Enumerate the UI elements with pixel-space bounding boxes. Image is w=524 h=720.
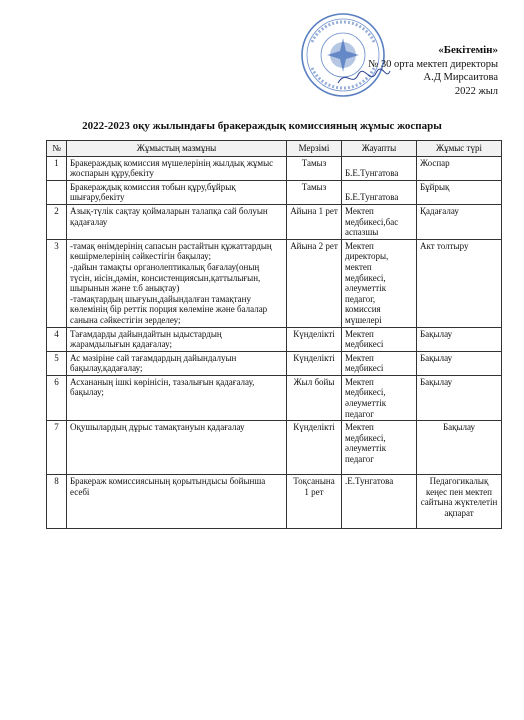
row-responsible: Мектеп медбикесі, әлеуметтік педагог (342, 375, 417, 420)
row-number (47, 180, 67, 204)
table-row (47, 180, 502, 204)
row-term: Күнделікті (287, 421, 342, 475)
approval-block (298, 44, 498, 98)
row-responsible: Мектеп директоры, мектеп медбикесі, әлеуметтік педагог, комиссия мүшелері (342, 239, 417, 327)
row-content: -тамақ өнімдерінің сапасын растайтын құжаттардың көшірмелерінің сәйкестігін бақылау; -дайын тамақты органолептикалық бағалау(оның түсін, иісін,дәмін, консистенциясын,қаттылығын, шырынын және т.б анықтау) -тамақтардың шығуын,дайындалған тамақтану көлемінің бір реттік порция көлеміне және балалар санына сәйкестігін зерделеу; (67, 239, 287, 327)
row-work-type: Бақылау (417, 421, 502, 475)
row-term: Айына 2 рет (287, 239, 342, 327)
table-row (47, 239, 502, 327)
row-work-type: Бақылау (417, 351, 502, 375)
row-term: Тамыз (287, 156, 342, 180)
table-row (47, 421, 502, 475)
table-row (47, 156, 502, 180)
row-content: Тағамдарды дайындайтын ыдыстардың жарамдылығын қадағалау; (67, 327, 287, 351)
row-term: Тоқсанына 1 рет (287, 475, 342, 529)
table-row (47, 351, 502, 375)
row-work-type: Бұйрық (417, 180, 502, 204)
row-number: 7 (47, 421, 67, 475)
row-work-type: Бақылау (417, 375, 502, 420)
row-term: Тамыз (287, 180, 342, 204)
row-term: Күнделікті (287, 327, 342, 351)
row-term: Жыл бойы (287, 375, 342, 420)
table-row (47, 375, 502, 420)
approval-director-name: А.Д Мирсаитова (423, 72, 498, 83)
row-responsible: .Е.Тунгатова (342, 475, 417, 529)
row-number: 5 (47, 351, 67, 375)
row-content: Бракераждық комиссия мүшелерінің жылдық жұмыс жоспарын құру,бекіту (67, 156, 287, 180)
row-content: Бракераждық комиссия тобын құру,бұйрық шығару,бекіту (67, 180, 287, 204)
table-row (47, 204, 502, 239)
row-number: 3 (47, 239, 67, 327)
table-row (47, 475, 502, 529)
approval-heading: «Бекітемін» (438, 44, 498, 56)
header-content: Жұмыстың мазмұны (67, 141, 287, 157)
approval-signature-line (298, 71, 498, 85)
row-responsible: Б.Е.Тунгатова (342, 156, 417, 180)
header-term: Мерзімі (287, 141, 342, 157)
row-content: Асхананың ішкі көрінісін, тазалығын қадағалау, бақылау; (67, 375, 287, 420)
row-number: 2 (47, 204, 67, 239)
row-work-type: Қадағалау (417, 204, 502, 239)
row-responsible: Мектеп медбикесі,бас аспазшы (342, 204, 417, 239)
row-term: Айына 1 рет (287, 204, 342, 239)
approval-date: 2022 жыл (454, 85, 498, 97)
row-term: Күнделікті (287, 351, 342, 375)
row-content: Азық-түлік сақтау қоймаларын талапқа сай болуын қадағалау (67, 204, 287, 239)
work-plan-table (46, 140, 502, 529)
row-work-type: Жоспар (417, 156, 502, 180)
row-content: Бракераж комиссиясының қорытындысы бойынша есебі (67, 475, 287, 529)
header-number: № (47, 141, 67, 157)
signature-scribble (336, 67, 392, 89)
row-work-type: Акт толтыру (417, 239, 502, 327)
header-responsible: Жауапты (342, 141, 417, 157)
row-work-type: Педагогикалық кеңес пен мектеп сайтына жүктелетін ақпарат (417, 475, 502, 529)
row-number: 8 (47, 475, 67, 529)
table-header-row (47, 141, 502, 157)
approval-director: № 30 орта мектеп директоры (368, 58, 498, 70)
row-work-type: Бақылау (417, 327, 502, 351)
row-responsible: Мектеп медбикесі (342, 327, 417, 351)
row-number: 1 (47, 156, 67, 180)
document-title: 2022-2023 оқу жылындағы бракераждық комиссияның жұмыс жоспары (82, 120, 442, 132)
row-number: 6 (47, 375, 67, 420)
row-responsible: Мектеп медбикесі, әлеуметтік педагог (342, 421, 417, 475)
header-work-type: Жұмыс түрі (417, 141, 502, 157)
row-responsible: Б.Е.Тунгатова (342, 180, 417, 204)
row-content: Оқушылардың дұрыс тамақтануын қадағалау (67, 421, 287, 475)
row-content: Ас мәзіріне сай тағамдардың дайындалуын бақылау,қадағалау; (67, 351, 287, 375)
row-number: 4 (47, 327, 67, 351)
row-responsible: Мектеп медбикесі (342, 351, 417, 375)
table-row (47, 327, 502, 351)
